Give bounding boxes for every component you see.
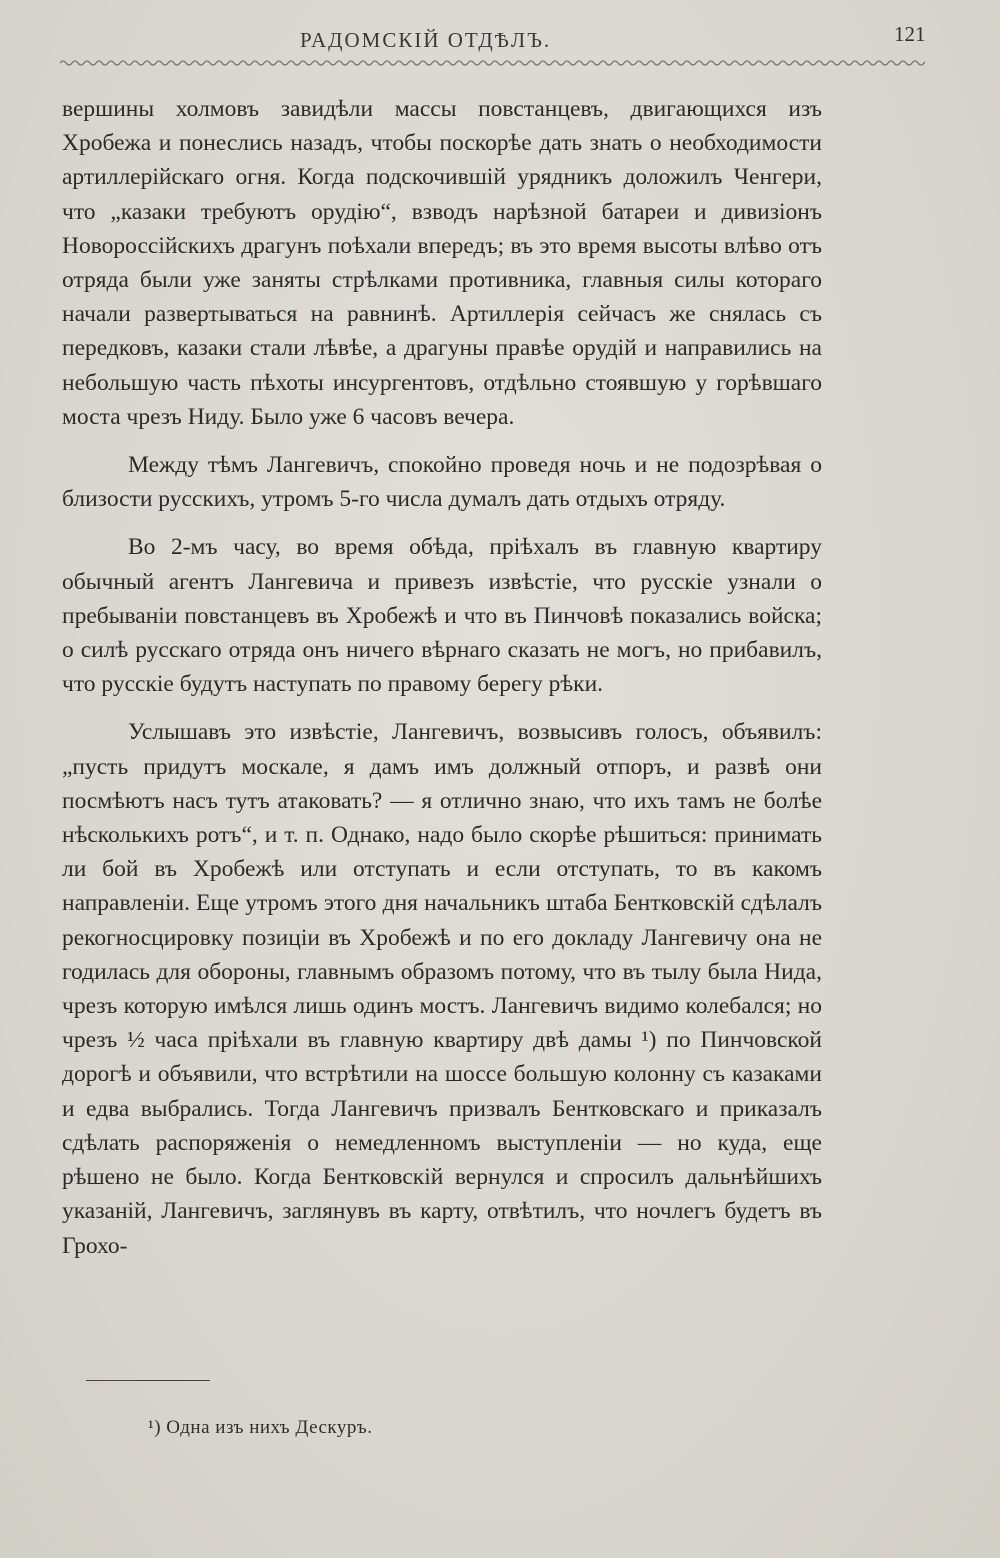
paragraph: Услышавъ это извѣстiе, Лангевичъ, возвысивъ голосъ, объявилъ: „пусть придутъ москале, я дамъ имъ должный отпоръ, и развѣ они посмѣютъ насъ тутъ атаковать? — я отлично знаю, что ихъ тамъ не болѣе нѣсколькихъ ротъ“, и т. п. Однако, надо было скорѣе рѣшиться: принимать ли бой въ Хробежѣ или отступать и если отступать, то въ какомъ направленiи. Еще утромъ этого дня начальникъ штаба Бентковскiй сдѣлалъ рекогносцировку позицiи въ Хробежѣ и по его докладу Лангевичу она не годилась для обороны, главнымъ образомъ потому, что въ тылу была Нида, чрезъ которую имѣлся лишь одинъ мостъ. Лангевичъ видимо колебался; но чрезъ ½ часа прiѣхали въ главную квартиру двѣ дамы ¹) по Пинчовской дорогѣ и объявили, что встрѣтили на шоссе большую колонну съ казаками и едва выбрались. Тогда Лангевичъ призвалъ Бентковскаго и приказалъ сдѣлать распоряженiя о немедленномъ выступленiи — но куда, еще рѣшено не было. Когда Бентковскiй вернулся и спросилъ дальнѣйшихъ указанiй, Лангевичъ, заглянувъ въ карту, отвѣтилъ, что ночлегъ будетъ въ Грохо-	[62, 719, 822, 1259]
footnote-text: Одна изъ нихъ Дескуръ.	[166, 1417, 373, 1438]
footnote-marker: ¹)	[148, 1417, 162, 1438]
decorative-wavy-rule	[60, 56, 925, 70]
main-text	[62, 92, 822, 1263]
paragraph: Во 2-мъ часу, во время обѣда, прiѣхалъ въ главную квартиру обычный агентъ Лангевича и привезъ извѣстiе, что русскiе узнали о пребыванiи повстанцевъ въ Хробежѣ и что въ Пинчовѣ показались войска; о силѣ русскаго отряда онъ ничего вѣрнаго сказать не могъ, но прибавилъ, что русскiе будутъ наступать по правому берегу рѣки.	[62, 534, 822, 698]
running-title: РАДОМСКIЙ ОТДѢЛЪ.	[300, 28, 552, 52]
page-number: 121	[894, 22, 926, 46]
paragraph: Между тѣмъ Лангевичъ, спокойно проведя ночь и не подозрѣвая о близости русскихъ, утромъ 5-го числа думалъ дать отдыхъ отряду.	[62, 452, 822, 513]
footnote	[148, 1417, 372, 1439]
footnote-divider	[86, 1380, 210, 1381]
paragraph-continued: вершины холмовъ завидѣли массы повстанцевъ, двигающихся изъ Хробежа и понеслись назадъ, чтобы поскорѣе дать знать о необходимости артиллерiйскаго огня. Когда подскочившiй урядникъ доложилъ Ченгери, что „казаки требуютъ орудiю“, взводъ нарѣзной батареи и дивизiонъ Новороссiйскихъ драгунъ поѣхали впередъ; въ это время высоты влѣво отъ отряда были уже заняты стрѣлками противника, главныя силы котораго начали развертываться на равнинѣ. Артиллерiя сейчасъ же снялась съ передковъ, казаки стали лѣвѣе, а драгуны правѣе орудiй и направились на небольшую часть пѣхоты инсургентовъ, отдѣльно стоявшую у горѣвшаго моста чрезъ Ниду. Было уже 6 часовъ вечера.	[62, 96, 822, 430]
